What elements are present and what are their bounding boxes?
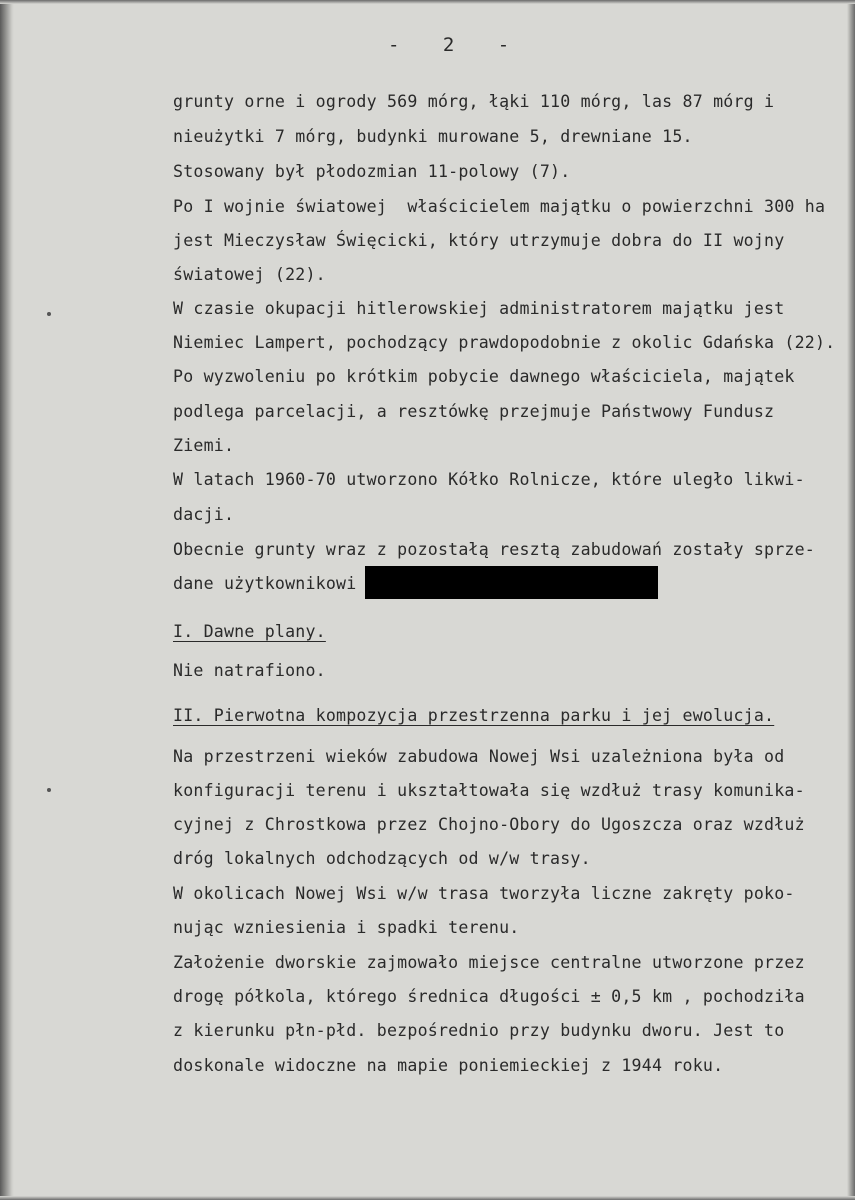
page-number: - 2 - — [388, 34, 526, 56]
section-text: Nie natrafiono. — [173, 661, 326, 680]
text-line: Obecnie grunty wraz z pozostałą resztą zabudowań zostały sprze- — [173, 540, 815, 559]
text-line: W latach 1960-70 utworzono Kółko Rolnicze, które uległo likwi- — [173, 470, 805, 489]
text-line: jest Mieczysław Święcicki, który utrzymuje dobra do II wojny — [173, 231, 785, 250]
text-line: drogę półkola, którego średnica długości ± 0,5 km , pochodziła — [173, 987, 805, 1006]
text-line: konfiguracji terenu i ukształtowała się wzdłuż trasy komunika- — [173, 781, 805, 800]
text-line: Niemiec Lampert, pochodzący prawdopodobnie z okolic Gdańska (22). — [173, 333, 836, 352]
text-line: Po I wojnie światowej właścicielem majątku o powierzchni 300 ha — [173, 197, 826, 216]
text-line: W okolicach Nowej Wsi w/w trasa tworzyła liczne zakręty poko- — [173, 884, 795, 903]
redaction-block — [365, 566, 658, 599]
text-line: Stosowany był płodozmian 11-polowy (7). — [173, 162, 571, 181]
text-line: W czasie okupacji hitlerowskiej administratorem majątku jest — [173, 299, 785, 318]
scan-edge-left — [0, 0, 14, 1200]
text-line: dróg lokalnych odchodzących od w/w trasy. — [173, 849, 591, 868]
hole-punch-mark — [47, 312, 51, 316]
text-line: nieużytki 7 mórg, budynki murowane 5, drewniane 15. — [173, 127, 693, 146]
scan-edge-bottom — [0, 1196, 855, 1200]
text-line: doskonale widoczne na mapie poniemieckiej z 1944 roku. — [173, 1056, 724, 1075]
hole-punch-mark — [47, 788, 51, 792]
text-line: Ziemi. — [173, 436, 235, 455]
text-line: dane użytkownikowi — [173, 574, 357, 593]
scan-edge-top — [0, 0, 855, 4]
text-line: Po wyzwoleniu po krótkim pobycie dawnego właściciela, majątek — [173, 367, 795, 386]
section-heading: I. Dawne plany. — [173, 622, 326, 641]
scan-edge-right — [847, 0, 855, 1200]
section-heading: II. Pierwotna kompozycja przestrzenna parku i jej ewolucja. — [173, 706, 775, 725]
text-line: cyjnej z Chrostkowa przez Chojno-Obory do Ugoszcza oraz wzdłuż — [173, 815, 805, 834]
text-line: z kierunku płn-płd. bezpośrednio przy budynku dworu. Jest to — [173, 1021, 785, 1040]
text-line: grunty orne i ogrody 569 mórg, łąki 110 mórg, las 87 mórg i — [173, 92, 775, 111]
text-line: Na przestrzeni wieków zabudowa Nowej Wsi uzależniona była od — [173, 747, 785, 766]
text-line: dacji. — [173, 505, 235, 524]
text-line: Założenie dworskie zajmowało miejsce centralne utworzone przez — [173, 953, 805, 972]
text-line: światowej (22). — [173, 265, 326, 284]
text-line: podlega parcelacji, a resztówkę przejmuje Państwowy Fundusz — [173, 402, 775, 421]
text-line: nując wzniesienia i spadki terenu. — [173, 918, 520, 937]
